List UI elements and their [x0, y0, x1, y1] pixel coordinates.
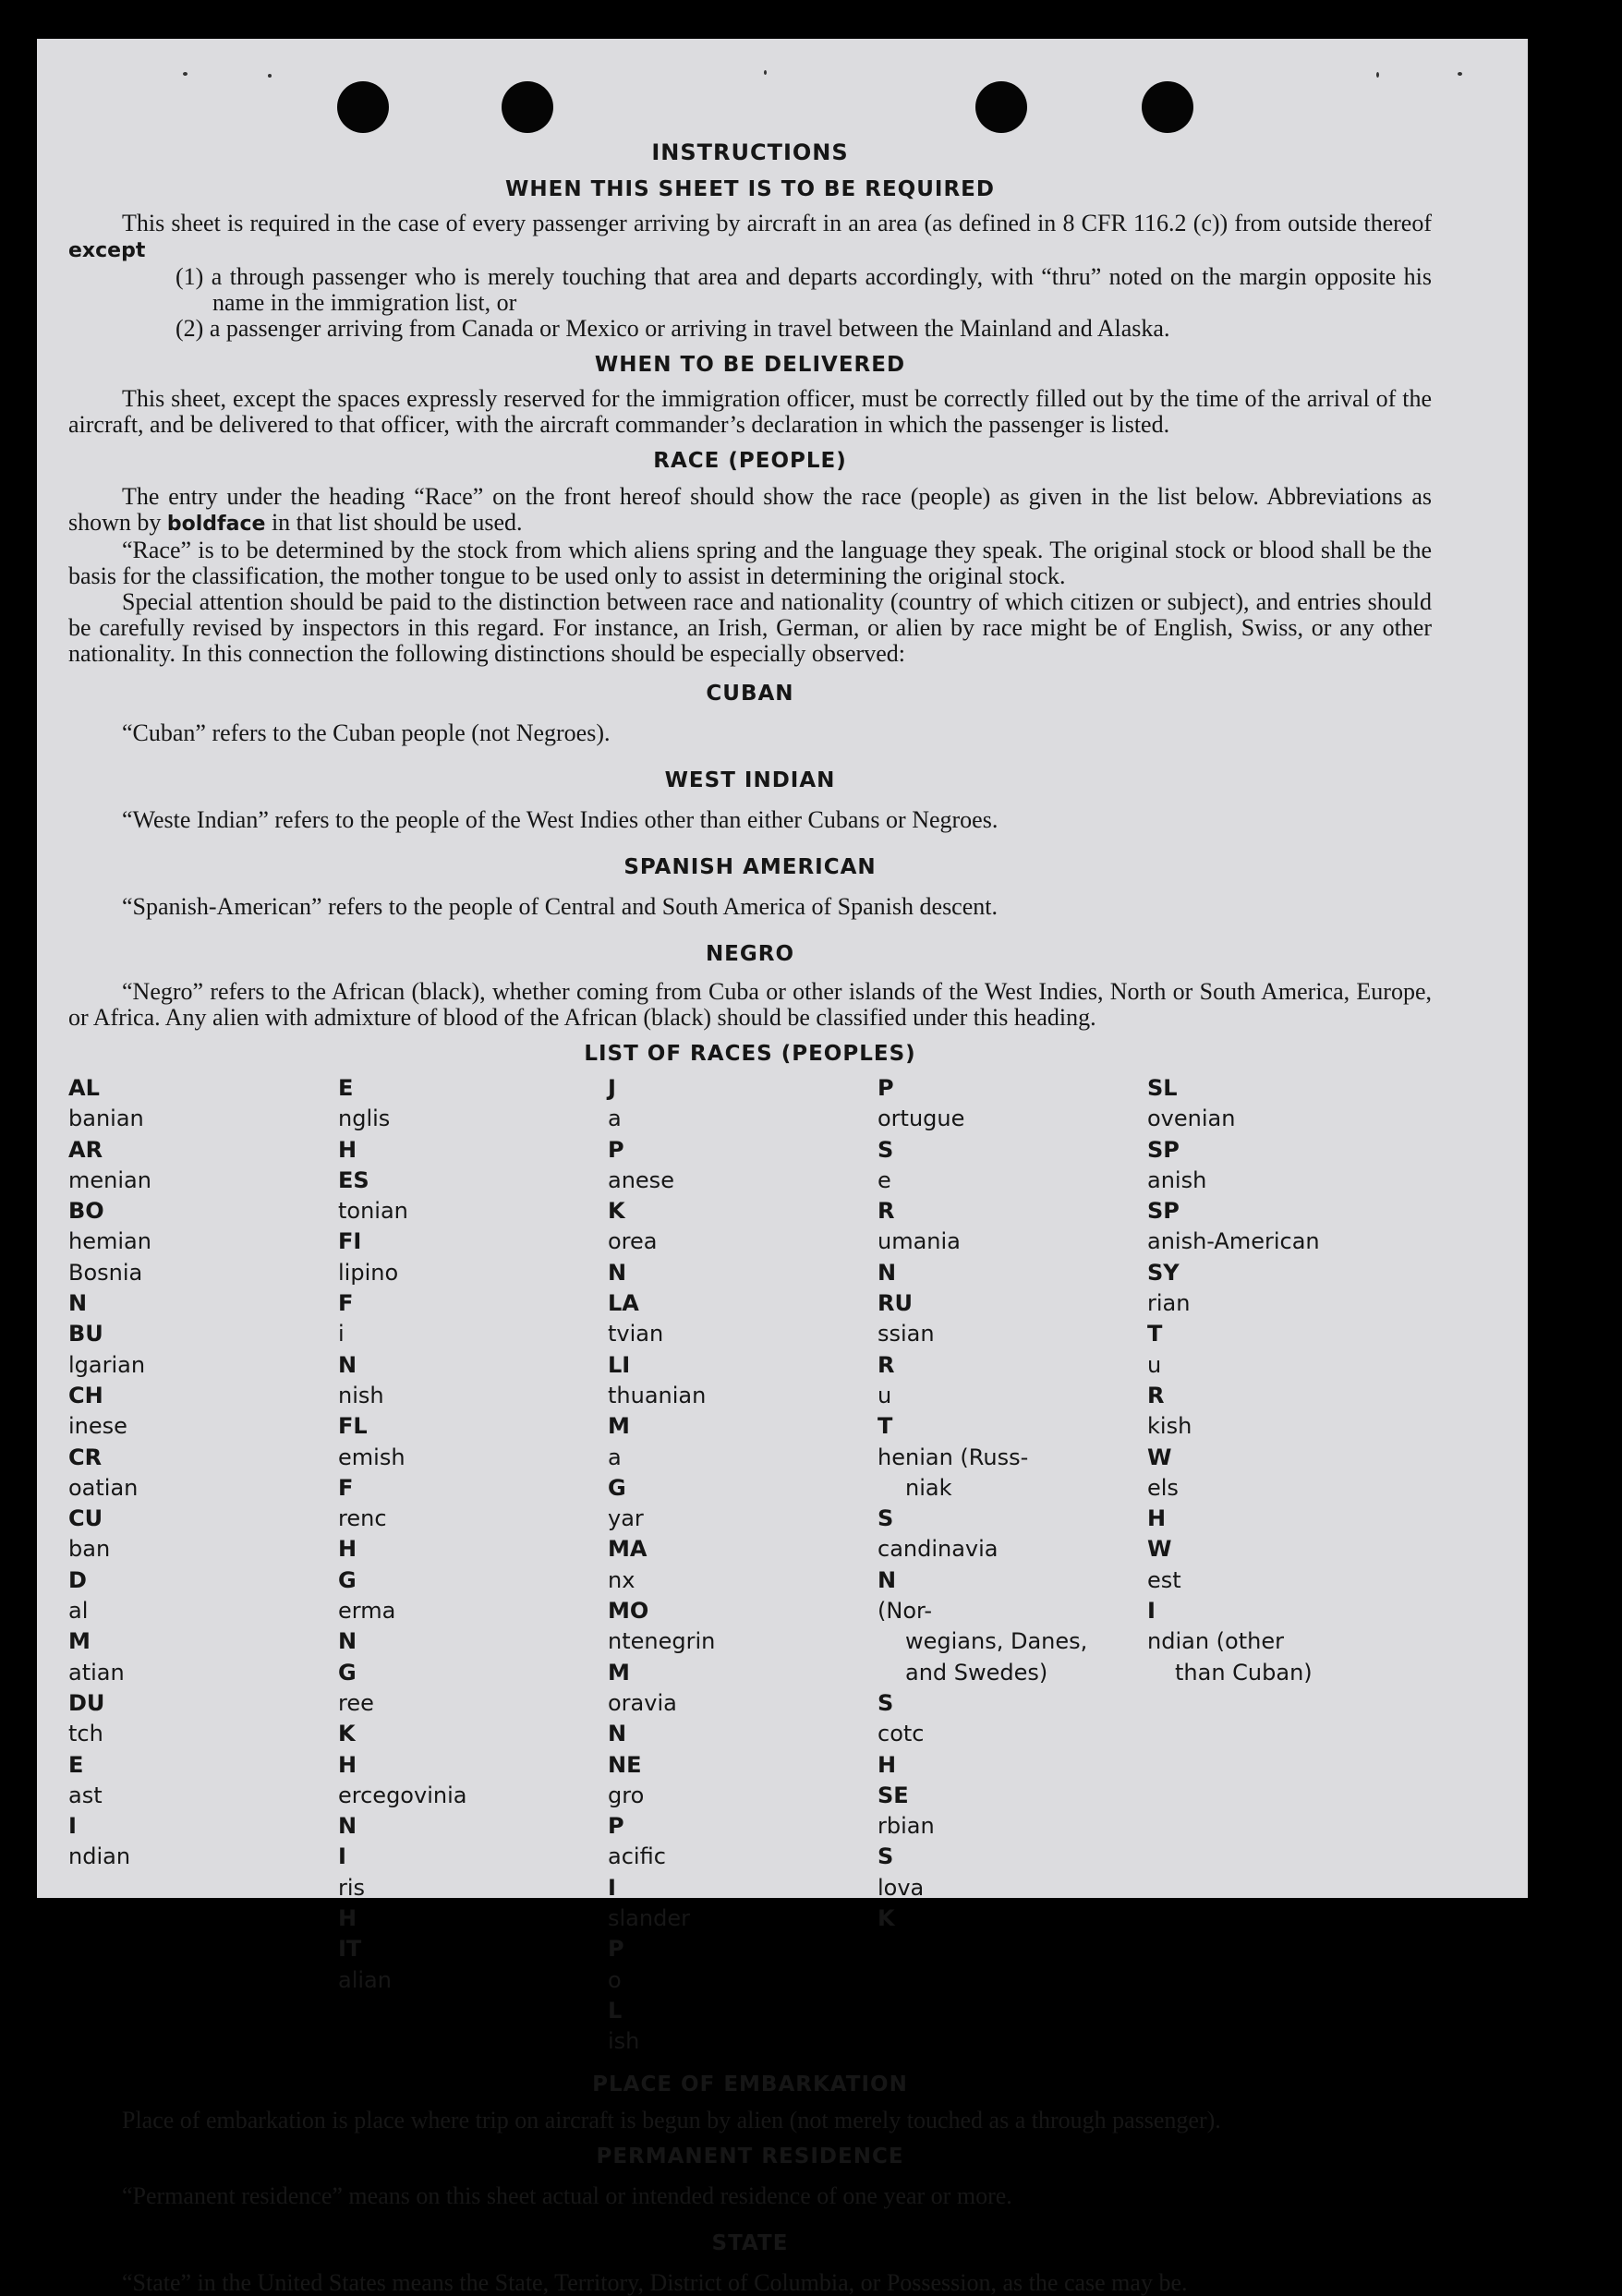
race-abbrev: FL — [338, 1413, 368, 1440]
race-abbrev: R — [1147, 1382, 1165, 1408]
race-text: tch — [68, 1721, 103, 1747]
race-abbrev: D — [68, 1566, 87, 1593]
race-entry — [878, 1781, 1147, 1843]
race-text: erma — [338, 1598, 396, 1625]
race-entry — [608, 1934, 878, 2057]
race-abbrev: P — [608, 1936, 624, 1963]
race-text: ortugue — [878, 1106, 965, 1132]
race-text: al — [68, 1598, 89, 1625]
race-abbrev: AL — [68, 1075, 100, 1101]
race-text: u — [1147, 1351, 1162, 1378]
section-heading: NEGRO — [705, 942, 795, 966]
race-entry — [878, 1658, 1147, 1688]
race-entry — [338, 1750, 608, 1843]
race-abbrev: BO — [68, 1198, 104, 1225]
race-entry — [878, 1350, 1147, 1473]
race-text: ndian (other — [1147, 1628, 1284, 1655]
race-abbrev: E — [68, 1751, 84, 1778]
race-abbrev: P — [608, 1813, 624, 1840]
race-entry — [878, 1688, 1147, 1781]
race-text: lipino — [338, 1259, 399, 1286]
race-abbrev: BU — [68, 1321, 103, 1347]
race-abbrev: CH — [68, 1382, 103, 1408]
race-text: anese — [608, 1166, 674, 1193]
race-abbrev: P — [608, 1136, 624, 1163]
section-heading: PLACE OF EMBARKATION — [592, 2072, 908, 2097]
race-text: anish-American — [1147, 1228, 1320, 1255]
race-abbrev: AR — [68, 1136, 103, 1163]
race-text: anish — [1147, 1166, 1207, 1193]
race-text: ercegovinia — [338, 1782, 467, 1808]
race-abbrev: MO — [608, 1598, 649, 1625]
race-entry — [878, 1842, 1147, 1934]
speck — [268, 74, 272, 78]
race-abbrev: I — [68, 1813, 77, 1840]
race-abbrev: N — [878, 1566, 897, 1593]
paragraph: “Negro” refers to the African (black), whether coming from Cuba or other islands of the West Indies, North or South America, Europe, or Africa. Any alien with admixture of blood of the African (black) should be classified under this heading. — [68, 978, 1432, 1031]
race-entry — [608, 1196, 878, 1288]
section-heading: SPANISH AMERICAN — [623, 855, 877, 879]
race-abbrev: N — [608, 1721, 627, 1747]
race-text: ndian — [68, 1843, 131, 1870]
race-entry — [608, 1658, 878, 1750]
section-heading: PERMANENT RESIDENCE — [596, 2144, 904, 2169]
race-abbrev: S — [878, 1136, 894, 1163]
race-entry — [68, 1443, 338, 1504]
race-abbrev: K — [338, 1721, 356, 1747]
race-abbrev: R — [878, 1351, 895, 1378]
race-abbrev: DU — [68, 1689, 105, 1716]
race-abbrev: R — [878, 1198, 895, 1225]
race-entry — [1147, 1443, 1417, 1535]
race-entry — [68, 1565, 338, 1688]
race-text: slander — [608, 1905, 690, 1932]
race-entry — [338, 1473, 608, 1565]
race-abbrev: M — [68, 1628, 91, 1655]
race-abbrev: T — [878, 1413, 893, 1440]
race-text: henian (Russ- — [878, 1444, 1029, 1470]
race-text: menian — [68, 1166, 151, 1193]
race-entry — [338, 1934, 608, 1996]
race-text: umania — [878, 1228, 961, 1255]
race-text: oatian — [68, 1474, 139, 1501]
race-entry — [338, 1411, 608, 1473]
race-entry — [68, 1688, 338, 1750]
race-entry — [338, 1565, 608, 1658]
race-abbrev: SL — [1147, 1075, 1178, 1101]
paragraph: Special attention should be paid to the distinction between race and nationality (country of which citizen or subject), and entries should be carefully revised by inspectors in this regard. For instance, an Irish, German, or alien by race might be of English, Swiss, or any other nationality. In this connection the following distinctions should be especially observed: — [68, 588, 1432, 667]
race-entry — [68, 1135, 338, 1197]
punch-hole — [337, 81, 389, 133]
race-entry — [68, 1258, 338, 1320]
list-item: (2) a passenger arriving from Canada or Mexico or arriving in travel between the Mainland and Alaska. — [176, 315, 1170, 342]
document-page — [37, 39, 1528, 2296]
races-list — [68, 1073, 1432, 2058]
paragraph: “Permanent residence” means on this sheet actual or intended residence of one year or more. — [122, 2181, 1012, 2209]
punch-hole — [975, 81, 1027, 133]
section-heading: STATE — [711, 2230, 789, 2255]
race-abbrev: ES — [338, 1166, 369, 1193]
race-text: rbian — [878, 1813, 935, 1840]
race-text: emish — [338, 1444, 406, 1470]
race-abbrev: LA — [608, 1290, 639, 1317]
race-text: gro — [608, 1782, 645, 1808]
section-heading: CUBAN — [706, 682, 794, 706]
race-abbrev: N — [338, 1628, 357, 1655]
race-abbrev: SP — [1147, 1198, 1180, 1225]
race-entry — [878, 1473, 1147, 1504]
race-text: tonian — [338, 1198, 408, 1225]
paragraph: The entry under the heading “Race” on the front hereof should show the race (people) as given in the list below. Abbreviations as shown by boldface in that list should be used. — [68, 483, 1432, 536]
race-text: acific — [608, 1843, 666, 1870]
paragraph: “Cuban” refers to the Cuban people (not Negroes). — [122, 719, 611, 746]
paragraph: “State” in the United States means the State, Territory, District of Columbia, or Possession, as the case may be. — [122, 2268, 1188, 2296]
race-entry — [878, 1504, 1147, 1626]
list-item: (1) a through passenger who is merely touching that area and departs accordingly, with “thru” noted on the margin opposite his name in the immigration list, or — [176, 263, 1432, 316]
race-entry — [1147, 1658, 1417, 1688]
race-entry — [1147, 1258, 1417, 1320]
race-entry — [878, 1626, 1147, 1657]
race-text: alian — [338, 1966, 392, 1993]
race-abbrev: CU — [68, 1505, 103, 1532]
race-entry — [338, 1658, 608, 1750]
race-text: ree — [338, 1689, 374, 1716]
punch-hole — [1142, 81, 1193, 133]
race-text: est — [1147, 1566, 1181, 1593]
paragraph: “Weste Indian” refers to the people of the West Indies other than either Cubans or Negroes. — [122, 806, 999, 833]
race-abbrev: J — [608, 1075, 616, 1101]
punch-hole — [502, 81, 553, 133]
race-text: els — [1147, 1474, 1179, 1501]
race-text: ssian — [878, 1321, 935, 1347]
race-abbrev: I — [338, 1843, 346, 1870]
race-abbrev: SE — [878, 1782, 909, 1808]
race-text: thuanian — [608, 1382, 707, 1408]
race-abbrev: W — [1147, 1536, 1172, 1563]
race-text: (Nor- — [878, 1598, 932, 1625]
race-text: kish — [1147, 1413, 1192, 1440]
race-entry — [878, 1073, 1147, 1196]
race-text: ish — [608, 2028, 640, 2055]
race-entry — [68, 1196, 338, 1258]
race-abbrev: CR — [68, 1444, 103, 1470]
race-abbrev: FI — [338, 1228, 362, 1255]
race-entry — [338, 1842, 608, 1934]
race-abbrev: I — [608, 1874, 616, 1901]
race-text: wegians, Danes, — [905, 1628, 1088, 1655]
race-text: lova — [878, 1874, 925, 1901]
section-heading: WHEN THIS SHEET IS TO BE REQUIRED — [505, 177, 995, 201]
race-text: yar — [608, 1505, 644, 1532]
race-abbrev: G — [338, 1659, 357, 1686]
race-text: nish — [338, 1382, 384, 1408]
race-abbrev: W — [1147, 1444, 1172, 1470]
race-text: nglis — [338, 1106, 391, 1132]
race-abbrev: H — [338, 1905, 357, 1932]
race-abbrev: N — [338, 1351, 357, 1378]
section-heading: WHEN TO BE DELIVERED — [594, 353, 906, 377]
race-entry — [68, 1073, 338, 1135]
race-entry — [1147, 1319, 1417, 1442]
race-text: lgarian — [68, 1351, 146, 1378]
paragraph: “Spanish-American” refers to the people of Central and South America of Spanish descent. — [122, 893, 998, 920]
race-abbrev: G — [608, 1474, 626, 1501]
race-abbrev: H — [338, 1536, 357, 1563]
race-text: Bosnia — [68, 1259, 143, 1286]
race-text: niak — [905, 1474, 952, 1501]
paragraph: Place of embarkation is place where trip on aircraft is begun by alien (not merely touched as a through passenger). — [122, 2106, 1221, 2133]
race-text: e — [878, 1166, 891, 1193]
page-title: INSTRUCTIONS — [651, 139, 849, 165]
race-text: inese — [68, 1413, 127, 1440]
race-text: than Cuban) — [1175, 1659, 1313, 1686]
race-column — [878, 1073, 1147, 2058]
race-abbrev: SY — [1147, 1259, 1180, 1286]
race-abbrev: N — [338, 1813, 357, 1840]
speck — [183, 72, 188, 76]
race-abbrev: N — [878, 1259, 897, 1286]
race-abbrev: LI — [608, 1351, 631, 1378]
race-entry — [608, 1411, 878, 1534]
race-abbrev: E — [338, 1075, 354, 1101]
race-abbrev: F — [338, 1290, 354, 1317]
race-abbrev: SP — [1147, 1136, 1180, 1163]
race-text: tvian — [608, 1321, 664, 1347]
speck — [764, 70, 767, 75]
race-abbrev: K — [608, 1198, 625, 1225]
race-abbrev: NE — [608, 1751, 642, 1778]
race-text: ast — [68, 1782, 103, 1808]
race-entry — [1147, 1534, 1417, 1657]
race-text: ovenian — [1147, 1106, 1236, 1132]
race-text: candinavia — [878, 1536, 999, 1563]
race-abbrev: P — [878, 1075, 894, 1101]
race-abbrev: N — [608, 1259, 627, 1286]
race-abbrev: T — [1147, 1321, 1163, 1347]
race-abbrev: L — [608, 1997, 623, 2024]
race-text: i — [338, 1321, 345, 1347]
section-heading: RACE (PEOPLE) — [653, 449, 847, 473]
speck — [1458, 72, 1462, 76]
race-text: banian — [68, 1106, 144, 1132]
race-abbrev: IT — [338, 1936, 362, 1963]
race-entry — [68, 1504, 338, 1565]
race-text: ntenegrin — [608, 1628, 716, 1655]
race-text: a — [608, 1106, 622, 1132]
race-abbrev: I — [1147, 1598, 1156, 1625]
race-entry — [68, 1750, 338, 1873]
race-text: atian — [68, 1659, 125, 1686]
race-text: o — [608, 1966, 622, 1993]
race-text: rian — [1147, 1290, 1191, 1317]
race-entry — [878, 1196, 1147, 1288]
race-abbrev: N — [68, 1290, 88, 1317]
race-entry — [608, 1596, 878, 1658]
race-abbrev: H — [878, 1751, 897, 1778]
race-abbrev: MA — [608, 1536, 648, 1563]
race-entry — [68, 1381, 338, 1443]
race-entry — [608, 1811, 878, 1934]
paragraph: This sheet, except the spaces expressly reserved for the immigration officer, must be correctly filled out by the time of the arrival of the aircraft, and be delivered to that officer, with the aircraft commander’s declaration in which the passenger is listed. — [68, 385, 1432, 438]
paragraph: “Race” is to be determined by the stock from which aliens spring and the language they speak. The original stock or blood shall be the basis for the classification, the mother tongue to be used only to assist in determining the original stock. — [68, 537, 1432, 589]
race-text: ris — [338, 1874, 366, 1901]
race-abbrev: M — [608, 1659, 630, 1686]
race-text: cotc — [878, 1721, 925, 1747]
race-text: a — [608, 1444, 622, 1470]
race-abbrev: H — [338, 1751, 357, 1778]
race-abbrev: RU — [878, 1290, 913, 1317]
race-abbrev: S — [878, 1505, 894, 1532]
section-heading: WEST INDIAN — [664, 768, 836, 792]
race-abbrev: S — [878, 1689, 894, 1716]
race-text: nx — [608, 1566, 635, 1593]
race-entry — [338, 1227, 608, 1288]
race-entry — [608, 1288, 878, 1350]
race-entry — [1147, 1196, 1417, 1258]
race-entry — [608, 1350, 878, 1412]
section-heading: LIST OF RACES (PEOPLES) — [584, 1042, 916, 1066]
race-abbrev: M — [608, 1413, 630, 1440]
race-entry — [68, 1319, 338, 1381]
race-column — [68, 1073, 338, 2058]
race-entry — [1147, 1073, 1417, 1135]
race-entry — [608, 1073, 878, 1196]
race-abbrev: G — [338, 1566, 357, 1593]
race-entry — [878, 1288, 1147, 1350]
race-entry — [1147, 1135, 1417, 1197]
race-entry — [338, 1166, 608, 1227]
race-text: orea — [608, 1228, 658, 1255]
speck — [1376, 72, 1379, 78]
race-abbrev: S — [878, 1843, 894, 1870]
race-text: hemian — [68, 1228, 151, 1255]
race-abbrev: K — [878, 1905, 895, 1932]
race-entry — [608, 1750, 878, 1812]
race-column — [338, 1073, 608, 2058]
race-abbrev: F — [338, 1474, 354, 1501]
race-column — [608, 1073, 878, 2058]
race-text: renc — [338, 1505, 387, 1532]
race-text: u — [878, 1382, 892, 1408]
race-column — [1147, 1073, 1417, 2058]
race-entry — [608, 1534, 878, 1596]
race-text: oravia — [608, 1689, 677, 1716]
race-abbrev: H — [338, 1136, 357, 1163]
paragraph: This sheet is required in the case of every passenger arriving by aircraft in an area (as defined in 8 CFR 116.2 (c)) from outside thereof except — [68, 210, 1432, 262]
race-entry — [338, 1073, 608, 1166]
race-text: and Swedes) — [905, 1659, 1048, 1686]
race-abbrev: H — [1147, 1505, 1167, 1532]
race-text: ban — [68, 1536, 111, 1563]
race-entry — [338, 1288, 608, 1411]
